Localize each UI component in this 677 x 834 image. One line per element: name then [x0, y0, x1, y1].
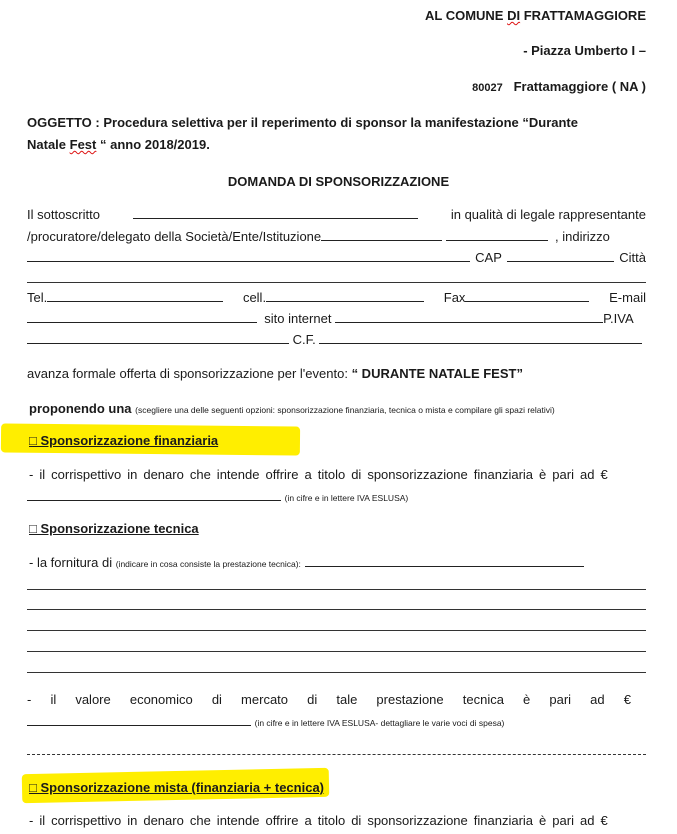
option-mixed-title[interactable]: □ Sponsorizzazione mista (finanziaria + tecnica): [29, 780, 325, 795]
tel-field[interactable]: [47, 290, 223, 302]
subject-label: OGGETTO :: [27, 115, 100, 130]
section-divider: [27, 754, 646, 755]
city-name: Frattamaggiore ( NA ): [513, 79, 646, 94]
technical-value-field[interactable]: [27, 714, 251, 726]
recipient-header: AL COMUNE DI FRATTAMAGGIORE: [424, 8, 646, 23]
fax-field[interactable]: [465, 290, 589, 302]
subject-line-2: Natale Fest “ anno 2018/2019.: [27, 137, 210, 152]
applicant-line-1: Il sottoscritto in qualità di legale rappresentante: [27, 207, 646, 222]
financial-amount-line: (in cifre e in lettere IVA ESLUSA): [27, 489, 408, 506]
city-field[interactable]: [27, 282, 646, 283]
piva-field[interactable]: [27, 332, 289, 344]
cap-field[interactable]: [507, 250, 614, 262]
name-field[interactable]: [133, 207, 418, 219]
supply-line-4[interactable]: [27, 630, 646, 631]
proposal-line: proponendo una (scegliere una delle seguenti opzioni: sponsorizzazione finanziaria, tecnica o mista e compilare gli spazi relativi): [29, 401, 555, 416]
offer-line: avanza formale offerta di sponsorizzazione per l'evento: “ DURANTE NATALE FEST”: [27, 366, 523, 381]
supply-line-5[interactable]: [27, 651, 646, 652]
supply-line-2[interactable]: [27, 589, 646, 590]
option-financial-title[interactable]: □ Sponsorizzazione finanziaria: [29, 433, 219, 448]
cell-field[interactable]: [266, 290, 424, 302]
organization-field-2[interactable]: [446, 229, 548, 241]
applicant-line-3: CAP Città: [27, 250, 646, 266]
postal-code: 80027: [472, 82, 503, 94]
applicant-line-6: sito internet P.IVA: [27, 311, 634, 327]
supply-line-3[interactable]: [27, 609, 646, 610]
organization-field[interactable]: [321, 229, 442, 241]
applicant-line-5: Tel. cell. Fax E-mail: [27, 290, 646, 305]
website-field[interactable]: [335, 311, 603, 323]
applicant-line-2: /procuratore/delegato della Società/Ente/Istituzione , indirizzo: [27, 229, 610, 244]
supply-field[interactable]: [305, 555, 584, 567]
supply-line-6[interactable]: [27, 672, 646, 673]
technical-supply-line: - la fornitura di (indicare in cosa consiste la prestazione tecnica):: [29, 555, 584, 572]
subject-line-1: [27, 115, 578, 131]
address-field[interactable]: [27, 250, 470, 262]
technical-value-line: (in cifre e in lettere IVA ESLUSA- dettagliare le varie voci di spesa): [27, 714, 504, 731]
event-name: “ DURANTE NATALE FEST”: [351, 366, 523, 381]
page-title: DOMANDA DI SPONSORIZZAZIONE: [227, 174, 450, 189]
recipient-city: [472, 79, 646, 96]
proposal-hint: (scegliere una delle seguenti opzioni: sponsorizzazione finanziaria, tecnica o mista e compilare gli spazi relativi): [135, 405, 555, 415]
email-field[interactable]: [27, 311, 257, 323]
cf-field[interactable]: [319, 332, 642, 344]
subject-text: Procedura selettiva per il reperimento di sponsor la manifestazione “Durante: [103, 115, 578, 130]
technical-value-text: - il valore economico di mercato di tale prestazione tecnica è pari ad €: [27, 692, 631, 707]
recipient-address: - Piazza Umberto I –: [523, 43, 646, 58]
financial-amount-field[interactable]: [27, 489, 281, 501]
financial-text: - il corrispettivo in denaro che intende offrire a titolo di sponsorizzazione finanziaria è pari ad €: [29, 467, 608, 482]
option-technical-title[interactable]: □ Sponsorizzazione tecnica: [29, 521, 199, 536]
applicant-line-7: C.F.: [27, 332, 642, 348]
mixed-text: - il corrispettivo in denaro che intende offrire a titolo di sponsorizzazione finanziaria è pari ad €: [29, 813, 608, 828]
